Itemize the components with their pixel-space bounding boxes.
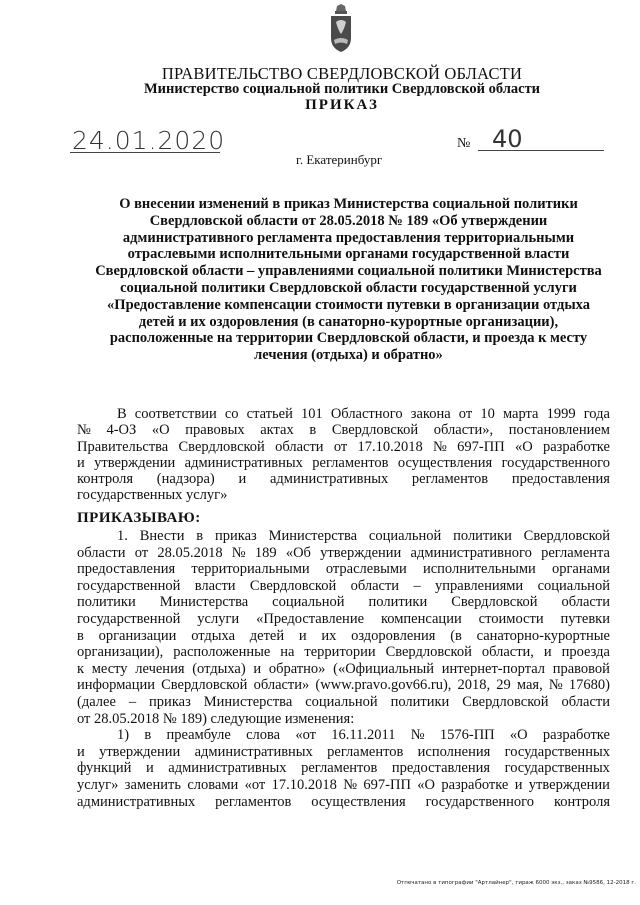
word: в bbox=[77, 627, 84, 644]
word: санаторно-курортные bbox=[476, 627, 610, 644]
word: и bbox=[145, 760, 154, 777]
word: приказ bbox=[214, 528, 257, 544]
word: Свердловской bbox=[462, 693, 549, 710]
word: марта bbox=[502, 406, 539, 422]
word: Областного bbox=[330, 406, 403, 422]
item-line bbox=[77, 794, 610, 811]
word: политики bbox=[368, 594, 428, 611]
word: «О bbox=[509, 727, 528, 744]
preamble-line bbox=[77, 422, 610, 438]
word: их bbox=[321, 627, 337, 644]
word: отраслевыми bbox=[325, 561, 407, 578]
word: от bbox=[134, 544, 149, 561]
word: 2018, bbox=[457, 677, 491, 694]
word: 10 bbox=[480, 406, 495, 422]
word: статьей bbox=[246, 406, 293, 422]
word: 697-ПП bbox=[363, 776, 411, 793]
word: мая, bbox=[516, 677, 543, 694]
city: г. Екатеринбург bbox=[296, 152, 383, 167]
word: «от bbox=[295, 727, 317, 744]
word: административных bbox=[184, 454, 303, 471]
word: организации), bbox=[77, 644, 164, 661]
word: регламентов bbox=[312, 454, 389, 471]
word: «О bbox=[151, 422, 170, 439]
order-date: 24.01.2020 bbox=[72, 126, 226, 155]
word: услуги bbox=[197, 610, 240, 627]
word: словами bbox=[187, 776, 239, 793]
word: Свердловской bbox=[331, 422, 419, 439]
order-items bbox=[77, 528, 610, 810]
word: регламентов bbox=[327, 743, 404, 760]
item-line bbox=[77, 694, 610, 711]
preamble-line bbox=[77, 455, 610, 471]
word: исполнительными bbox=[422, 561, 536, 578]
number-underline bbox=[478, 150, 604, 151]
word: Свердловской bbox=[451, 594, 538, 611]
item-line bbox=[77, 727, 610, 744]
word: правовых bbox=[185, 422, 245, 439]
word: № bbox=[343, 776, 358, 793]
number-sign: № bbox=[457, 136, 471, 151]
word: (надзора) bbox=[156, 471, 215, 488]
preamble bbox=[77, 406, 610, 504]
word: Внести bbox=[139, 528, 185, 544]
word: № bbox=[231, 544, 246, 561]
word: № bbox=[548, 677, 563, 694]
title-line: Свердловской области – управлениями социальной политики Министерства bbox=[95, 263, 602, 280]
word: стоимости bbox=[478, 610, 544, 627]
word: слова bbox=[246, 727, 281, 744]
word: регламентов bbox=[411, 471, 489, 488]
order-title bbox=[76, 196, 621, 364]
word: Министерства bbox=[203, 693, 293, 710]
word: 16.11.2011 bbox=[331, 727, 396, 744]
item-line bbox=[77, 677, 610, 694]
word: административных bbox=[194, 743, 313, 760]
word: предоставления bbox=[511, 471, 610, 488]
word: области», bbox=[433, 422, 494, 439]
word: отдыха bbox=[191, 627, 236, 644]
word: 101 bbox=[300, 406, 323, 422]
word: 1999 bbox=[546, 406, 576, 422]
word: осуществления bbox=[311, 793, 406, 810]
word: органами bbox=[551, 561, 610, 578]
title-line: отраслевыми исполнительными органами государственной власти bbox=[127, 246, 570, 263]
word: Министерства bbox=[159, 594, 249, 611]
word: регламентов bbox=[215, 793, 292, 810]
item-line bbox=[77, 760, 610, 777]
print-footer: Отпечатано в типографии "Артлайнер", тираж 6000 экз., заказ №9586, 12-2018 г. bbox=[396, 880, 636, 886]
word: преамбуле bbox=[166, 727, 231, 744]
word: к bbox=[77, 660, 85, 677]
item-line bbox=[77, 594, 610, 611]
word: 17.10.2018 bbox=[357, 438, 423, 455]
item-line bbox=[77, 561, 610, 578]
title-line: «Предоставление компенсации стоимости путевки в организации отдыха bbox=[107, 296, 590, 313]
word: 697-ПП bbox=[457, 438, 505, 455]
word: государственных bbox=[504, 743, 610, 760]
word: Свердловской bbox=[523, 528, 610, 544]
word: регламента bbox=[541, 544, 610, 561]
word: области bbox=[350, 577, 400, 594]
preamble-line bbox=[77, 439, 610, 455]
word: и bbox=[77, 743, 85, 760]
item-line bbox=[77, 661, 610, 678]
word: на bbox=[280, 644, 295, 661]
word: постановлением bbox=[508, 422, 610, 439]
item-line: от 28.05.2018 № 189) следующие изменения: bbox=[77, 710, 355, 727]
word: и bbox=[298, 627, 307, 644]
word: заменить bbox=[124, 776, 181, 793]
title-line: лечения (отдыха) и обратно» bbox=[254, 347, 443, 364]
item-line bbox=[77, 611, 610, 628]
word: функций bbox=[77, 760, 132, 777]
word: 189 bbox=[254, 544, 277, 561]
word: и bbox=[77, 454, 85, 471]
word: исполнения bbox=[417, 743, 491, 760]
word: государственной bbox=[77, 610, 181, 627]
word: утверждении bbox=[99, 743, 181, 760]
item-line bbox=[77, 528, 610, 545]
word: контроля bbox=[77, 471, 134, 488]
word: информации bbox=[77, 677, 155, 694]
word: административных bbox=[168, 760, 287, 777]
word: области bbox=[275, 438, 324, 455]
word: социальной bbox=[537, 577, 610, 594]
word: детей bbox=[249, 627, 285, 644]
word: Правительства bbox=[77, 438, 169, 455]
word: Свердловской bbox=[249, 577, 337, 594]
government-name: ПРАВИТЕЛЬСТВО СВЕРДЛОВСКОЙ ОБЛАСТИ bbox=[161, 64, 523, 83]
item-line bbox=[77, 777, 610, 794]
title-line: детей и их оздоровления (в санаторно-курортные организации), bbox=[138, 313, 559, 330]
word: – bbox=[128, 693, 137, 710]
preamble-line: государственных услуг» bbox=[77, 487, 228, 504]
order-directive: ПРИКАЗЫВАЮ: bbox=[77, 510, 201, 526]
word: Свердловской bbox=[178, 438, 265, 455]
word: со bbox=[224, 406, 239, 422]
word: утверждении bbox=[528, 776, 610, 793]
word: услуг» bbox=[77, 776, 119, 793]
word: административных bbox=[269, 471, 389, 488]
word: в bbox=[144, 727, 152, 744]
word: в bbox=[309, 422, 317, 439]
word: и bbox=[238, 471, 247, 488]
coat-of-arms-icon bbox=[328, 4, 354, 54]
word: (в bbox=[450, 627, 462, 644]
word: закона bbox=[410, 406, 451, 422]
word: 1) bbox=[117, 727, 130, 744]
word: «Предоставление bbox=[256, 610, 365, 627]
word: путевки bbox=[560, 610, 610, 627]
item-line bbox=[77, 628, 610, 645]
word: социальной bbox=[368, 528, 442, 544]
word: социальной bbox=[272, 594, 345, 611]
document-type: ПРИКАЗ bbox=[305, 97, 379, 113]
word: «О bbox=[514, 438, 533, 455]
word: предоставления bbox=[391, 760, 491, 777]
word: расположенные bbox=[173, 644, 271, 661]
word: утверждении bbox=[320, 544, 402, 561]
word: 1. bbox=[117, 528, 128, 544]
word: государственных bbox=[504, 760, 610, 777]
word: лечения bbox=[135, 660, 185, 677]
word: государственной bbox=[77, 577, 181, 594]
word: области, bbox=[481, 644, 534, 661]
title-line: расположенные на территории Свердловской области, и проезда к месту bbox=[109, 330, 588, 347]
word: власти bbox=[194, 577, 236, 594]
word: 28.05.2018 bbox=[157, 544, 223, 561]
word: проезда bbox=[561, 644, 610, 661]
word: от bbox=[458, 406, 473, 422]
title-line: Свердловской области от 28.05.2018 № 189 «Об утверждении bbox=[149, 212, 548, 229]
word: года bbox=[583, 406, 610, 422]
word: и bbox=[253, 660, 262, 677]
word: – bbox=[413, 577, 421, 594]
word: В bbox=[117, 406, 127, 422]
word: Министерства bbox=[268, 528, 358, 544]
word: правовой bbox=[552, 660, 610, 677]
word: регламентов bbox=[301, 760, 378, 777]
word: № bbox=[433, 438, 447, 455]
word: 4-ОЗ bbox=[106, 422, 137, 439]
word: (отдыха) bbox=[192, 660, 246, 677]
title-line: О внесении изменений в приказ Министерства социальной политики bbox=[119, 196, 578, 212]
word: области bbox=[561, 594, 610, 611]
word: политики bbox=[453, 528, 512, 544]
word: области bbox=[561, 693, 610, 710]
word: соответствии bbox=[134, 406, 217, 422]
word: 17680) bbox=[568, 677, 610, 694]
word: политики bbox=[390, 693, 450, 710]
word: 17.10.2018 bbox=[271, 776, 337, 793]
order-number: 40 bbox=[492, 125, 523, 153]
item-line bbox=[77, 578, 610, 595]
word: оздоровления bbox=[351, 627, 436, 644]
word: (www.pravo.gov66.ru), bbox=[315, 677, 452, 694]
word: в bbox=[196, 528, 204, 544]
word: компенсации bbox=[380, 610, 462, 627]
title-line: социальной политики Свердловской области государственной услуги bbox=[120, 279, 577, 296]
word: «от bbox=[244, 776, 266, 793]
title-line: административного регламента предоставления территориальными bbox=[122, 229, 575, 246]
word: осуществления bbox=[397, 454, 493, 471]
word: политики bbox=[77, 594, 136, 611]
ministry-name: Министерство социальной политики Свердловской области bbox=[143, 81, 541, 97]
word: контроля bbox=[553, 793, 610, 810]
word: управлениями bbox=[435, 577, 524, 594]
preamble-line bbox=[77, 406, 610, 422]
date-underline bbox=[70, 152, 220, 153]
word: приказ bbox=[149, 693, 191, 710]
word: от bbox=[333, 438, 348, 455]
word: организации bbox=[98, 627, 177, 644]
word: «Об bbox=[285, 544, 311, 561]
word: Свердловской bbox=[161, 677, 248, 694]
word: разработке bbox=[542, 727, 610, 744]
word: («Официальный bbox=[333, 660, 435, 677]
word: интернет-портал bbox=[441, 660, 546, 677]
word: социальной bbox=[305, 693, 378, 710]
word: разработке bbox=[542, 438, 610, 455]
word: области» bbox=[253, 677, 310, 694]
word: актах bbox=[260, 422, 294, 439]
word: государственного bbox=[501, 454, 610, 471]
item-line bbox=[77, 644, 610, 661]
item-line bbox=[77, 744, 610, 761]
word: предоставления bbox=[77, 561, 176, 578]
word: «О bbox=[417, 776, 435, 793]
word: (далее bbox=[77, 693, 116, 710]
word: 1576-ПП bbox=[439, 727, 495, 744]
word: административных bbox=[77, 793, 196, 810]
preamble-line bbox=[77, 471, 610, 487]
word: административного bbox=[410, 544, 532, 561]
word: 29 bbox=[496, 677, 511, 694]
word: Свердловской bbox=[385, 644, 472, 661]
word: № bbox=[77, 422, 91, 439]
word: государственного bbox=[425, 793, 535, 810]
word: месту bbox=[91, 660, 128, 677]
item-line bbox=[77, 545, 610, 562]
word: разработке bbox=[441, 776, 509, 793]
word: территориальными bbox=[191, 561, 310, 578]
word: обратно» bbox=[268, 660, 326, 677]
word: территории bbox=[304, 644, 376, 661]
word: области bbox=[77, 544, 126, 561]
word: № bbox=[410, 727, 425, 744]
word: и bbox=[543, 644, 552, 661]
word: утверждении bbox=[94, 454, 176, 471]
word: и bbox=[514, 776, 523, 793]
